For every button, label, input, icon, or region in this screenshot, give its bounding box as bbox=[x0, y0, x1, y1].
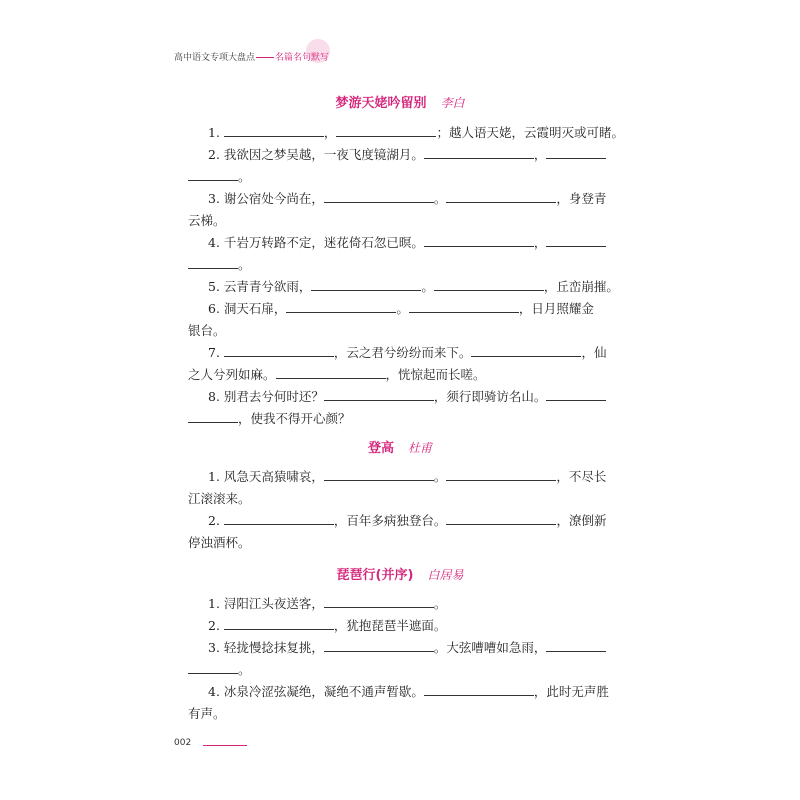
answer-blank[interactable] bbox=[324, 188, 434, 203]
answer-blank[interactable] bbox=[546, 144, 606, 159]
answer-blank[interactable] bbox=[188, 659, 238, 674]
answer-blank[interactable] bbox=[188, 166, 238, 181]
q-text: ，须行即骑访名山。 bbox=[433, 389, 547, 404]
poem-title: 登高 bbox=[367, 441, 394, 456]
q-text: 。 bbox=[421, 279, 434, 294]
q-text: 停浊酒杯。 bbox=[188, 535, 251, 550]
question-line bbox=[208, 232, 606, 254]
poem-author: 白居易 bbox=[427, 568, 464, 582]
answer-blank[interactable] bbox=[471, 342, 581, 357]
question-line bbox=[188, 210, 226, 232]
answer-blank[interactable] bbox=[324, 386, 434, 401]
question-line bbox=[188, 703, 226, 725]
answer-blank[interactable] bbox=[324, 637, 434, 652]
answer-blank[interactable] bbox=[311, 276, 421, 291]
q-text: 3. 轻拢慢捻抹复挑， bbox=[208, 640, 324, 655]
question-line bbox=[208, 681, 609, 703]
q-text: ，丘峦崩摧。 bbox=[543, 279, 619, 294]
q-text: 6. 洞天石扉， bbox=[208, 301, 287, 316]
running-header bbox=[174, 50, 329, 66]
q-text: ，身登青 bbox=[556, 191, 607, 206]
q-text: 8. 别君去兮何时还？ bbox=[208, 389, 324, 404]
q-number: 7. bbox=[208, 345, 220, 360]
question-line bbox=[188, 532, 251, 554]
q-text: 。 bbox=[396, 301, 409, 316]
q-text: 3. 谢公宿处今尚在， bbox=[208, 191, 324, 206]
question-line bbox=[188, 320, 226, 342]
answer-blank[interactable] bbox=[336, 122, 436, 137]
footer-rule bbox=[203, 745, 247, 746]
answer-blank[interactable] bbox=[546, 386, 606, 401]
answer-blank[interactable] bbox=[224, 122, 324, 137]
q-text: 云梯。 bbox=[188, 213, 226, 228]
q-text: ，日月照耀金 bbox=[518, 301, 594, 316]
question-line bbox=[188, 408, 351, 430]
q-text: 。 bbox=[433, 469, 447, 484]
answer-blank[interactable] bbox=[224, 615, 334, 630]
question-line bbox=[208, 510, 606, 532]
q-text: 。大弦嘈嘈如急雨， bbox=[433, 640, 547, 655]
q-text: 。 bbox=[433, 191, 447, 206]
q-text: ，百年多病独登台。 bbox=[333, 513, 447, 528]
q-text: 2. 我欲因之梦吴越，一夜飞度镜湖月。 bbox=[208, 147, 424, 162]
question-line bbox=[208, 593, 446, 615]
q-text: ，仙 bbox=[581, 345, 607, 360]
poem-title: 梦游天姥吟留别 bbox=[335, 96, 427, 111]
page-number: 002 bbox=[174, 738, 192, 748]
answer-blank[interactable] bbox=[188, 254, 238, 269]
poem-author: 李白 bbox=[440, 96, 465, 110]
answer-blank[interactable] bbox=[224, 510, 334, 525]
question-line bbox=[208, 386, 606, 408]
answer-blank[interactable] bbox=[446, 466, 556, 481]
q-number: 2. bbox=[208, 618, 220, 633]
q-text: ，云之君兮纷纷而来下。 bbox=[333, 345, 472, 360]
q-text: ；越人语天姥，云霞明灭或可睹。 bbox=[436, 125, 624, 140]
q-text: ，此时无声胜 bbox=[533, 684, 609, 699]
q-text: 之人兮列如麻。 bbox=[188, 367, 276, 382]
q-text: 4. 千岩万转路不定，迷花倚石忽已暝。 bbox=[208, 235, 424, 250]
section-title-1 bbox=[0, 92, 800, 111]
question-line bbox=[208, 466, 606, 488]
question-line bbox=[188, 488, 251, 510]
q-text: 。 bbox=[238, 662, 251, 677]
answer-blank[interactable] bbox=[276, 364, 386, 379]
question-line bbox=[188, 659, 251, 681]
poem-title: 琵琶行(并序) bbox=[336, 568, 414, 583]
answer-blank[interactable] bbox=[324, 466, 434, 481]
q-text: 4. 冰泉冷涩弦凝绝，凝绝不通声暂歇。 bbox=[208, 684, 424, 699]
q-text: ，使我不得开心颜？ bbox=[238, 411, 351, 426]
q-text: ，犹抱琵琶半遮面。 bbox=[333, 618, 447, 633]
answer-blank[interactable] bbox=[286, 298, 396, 313]
q-text: 1. 浔阳江头夜送客， bbox=[208, 596, 324, 611]
question-line bbox=[188, 364, 486, 386]
answer-blank[interactable] bbox=[409, 298, 519, 313]
answer-blank[interactable] bbox=[446, 510, 556, 525]
q-number: 2. bbox=[208, 513, 220, 528]
q-text: ， bbox=[533, 147, 547, 162]
question-line bbox=[208, 188, 606, 210]
q-text: ，恍惊起而长嗟。 bbox=[385, 367, 486, 382]
question-line bbox=[208, 144, 606, 166]
q-text: ，潦倒新 bbox=[556, 513, 607, 528]
answer-blank[interactable] bbox=[546, 637, 606, 652]
question-line bbox=[208, 342, 606, 364]
section-title-2 bbox=[0, 437, 800, 456]
q-number: 1. bbox=[208, 125, 220, 140]
q-text: 。 bbox=[433, 596, 447, 611]
question-line bbox=[208, 298, 594, 320]
q-text: 江滚滚来。 bbox=[188, 491, 251, 506]
q-text: 5. 云青青兮欲雨， bbox=[208, 279, 312, 294]
answer-blank[interactable] bbox=[424, 144, 534, 159]
question-line bbox=[208, 615, 446, 637]
header-dash bbox=[256, 57, 274, 58]
answer-blank[interactable] bbox=[188, 408, 238, 423]
q-text: ， bbox=[323, 125, 337, 140]
poem-author: 杜甫 bbox=[408, 441, 433, 455]
answer-blank[interactable] bbox=[224, 342, 334, 357]
answer-blank[interactable] bbox=[446, 188, 556, 203]
q-text: ，不尽长 bbox=[556, 469, 607, 484]
answer-blank[interactable] bbox=[424, 232, 534, 247]
q-text: ， bbox=[533, 235, 547, 250]
question-line bbox=[208, 122, 624, 144]
q-text: 有声。 bbox=[188, 706, 226, 721]
q-text: 。 bbox=[238, 169, 251, 184]
answer-blank[interactable] bbox=[546, 232, 606, 247]
q-text: 1. 风急天高猿啸哀， bbox=[208, 469, 324, 484]
question-line bbox=[188, 254, 251, 276]
answer-blank[interactable] bbox=[324, 593, 434, 608]
answer-blank[interactable] bbox=[424, 681, 534, 696]
section-title-3 bbox=[0, 564, 800, 583]
q-text: 银台。 bbox=[188, 323, 226, 338]
question-line bbox=[208, 637, 606, 659]
question-line bbox=[208, 276, 619, 298]
q-text: 。 bbox=[238, 257, 251, 272]
question-line bbox=[188, 166, 251, 188]
book-title: 高中语文专项大盘点 bbox=[174, 53, 256, 63]
topic-title: 名篇名句默写 bbox=[275, 53, 330, 63]
answer-blank[interactable] bbox=[434, 276, 544, 291]
